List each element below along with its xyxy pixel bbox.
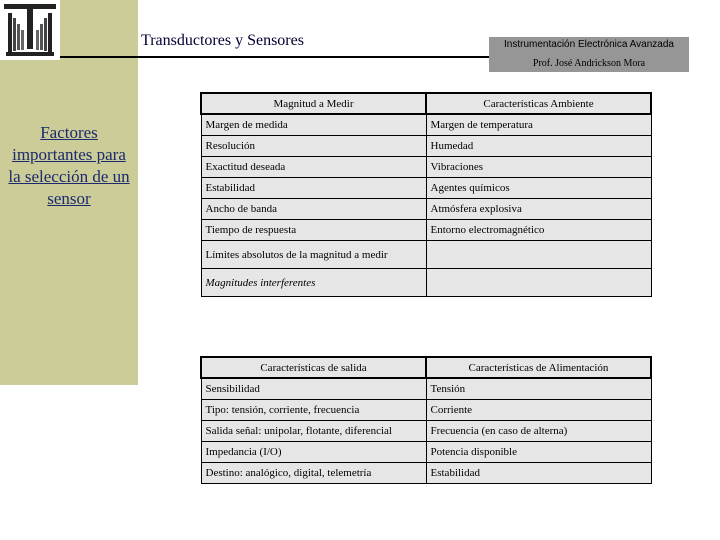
table-cell <box>426 241 651 269</box>
table-cell: Salida señal: unipolar, flotante, diferencial <box>201 421 426 442</box>
table-header-row <box>201 93 651 114</box>
measurement-factors-table <box>200 92 652 297</box>
column-header: Características de Alimentación <box>426 357 651 378</box>
table-cell: Margen de medida <box>201 114 426 136</box>
table-cell: Estabilidad <box>201 178 426 199</box>
table-row <box>201 199 651 220</box>
table-cell: Límites absolutos de la magnitud a medir <box>201 241 426 269</box>
table-row <box>201 378 651 400</box>
table-cell <box>426 269 651 297</box>
table-cell: Destino: analógico, digital, telemetría <box>201 463 426 484</box>
table-cell: Potencia disponible <box>426 442 651 463</box>
table-cell: Entorno electromagnético <box>426 220 651 241</box>
table-cell: Tipo: tensión, corriente, frecuencia <box>201 400 426 421</box>
table-row <box>201 114 651 136</box>
table-row <box>201 463 651 484</box>
table-cell: Margen de temperatura <box>426 114 651 136</box>
table-row <box>201 421 651 442</box>
table-cell: Atmósfera explosiva <box>426 199 651 220</box>
table-row <box>201 442 651 463</box>
table-cell: Tensión <box>426 378 651 400</box>
table-cell: Ancho de banda <box>201 199 426 220</box>
table-cell: Frecuencia (en caso de alterna) <box>426 421 651 442</box>
institution-logo-icon <box>0 0 60 60</box>
column-header: Características Ambiente <box>426 93 651 114</box>
table-row <box>201 220 651 241</box>
column-header: Características de salida <box>201 357 426 378</box>
table-row <box>201 269 651 297</box>
page-title: Transductores y Sensores <box>141 32 304 49</box>
table-cell: Corriente <box>426 400 651 421</box>
table-row <box>201 157 651 178</box>
table-cell: Humedad <box>426 136 651 157</box>
table-cell: Magnitudes interferentes <box>201 269 426 297</box>
column-header: Magnitud a Medir <box>201 93 426 114</box>
table-cell: Tiempo de respuesta <box>201 220 426 241</box>
course-name: Instrumentación Electrónica Avanzada <box>504 39 674 50</box>
professor-name: Prof. José Andrickson Mora <box>532 58 646 69</box>
table-cell: Resolución <box>201 136 426 157</box>
table-row <box>201 241 651 269</box>
table-row <box>201 136 651 157</box>
table-cell: Sensibilidad <box>201 378 426 400</box>
table-cell: Estabilidad <box>426 463 651 484</box>
sidebar-heading: Factores importantes para la selección de un sensor <box>8 123 130 208</box>
table-cell: Impedancia (I/O) <box>201 442 426 463</box>
output-power-table <box>200 356 652 484</box>
table-cell: Agentes químicos <box>426 178 651 199</box>
table-cell: Exactitud deseada <box>201 157 426 178</box>
table-cell: Vibraciones <box>426 157 651 178</box>
table-header-row <box>201 357 651 378</box>
table-row <box>201 400 651 421</box>
course-box <box>489 37 689 72</box>
table-row <box>201 178 651 199</box>
